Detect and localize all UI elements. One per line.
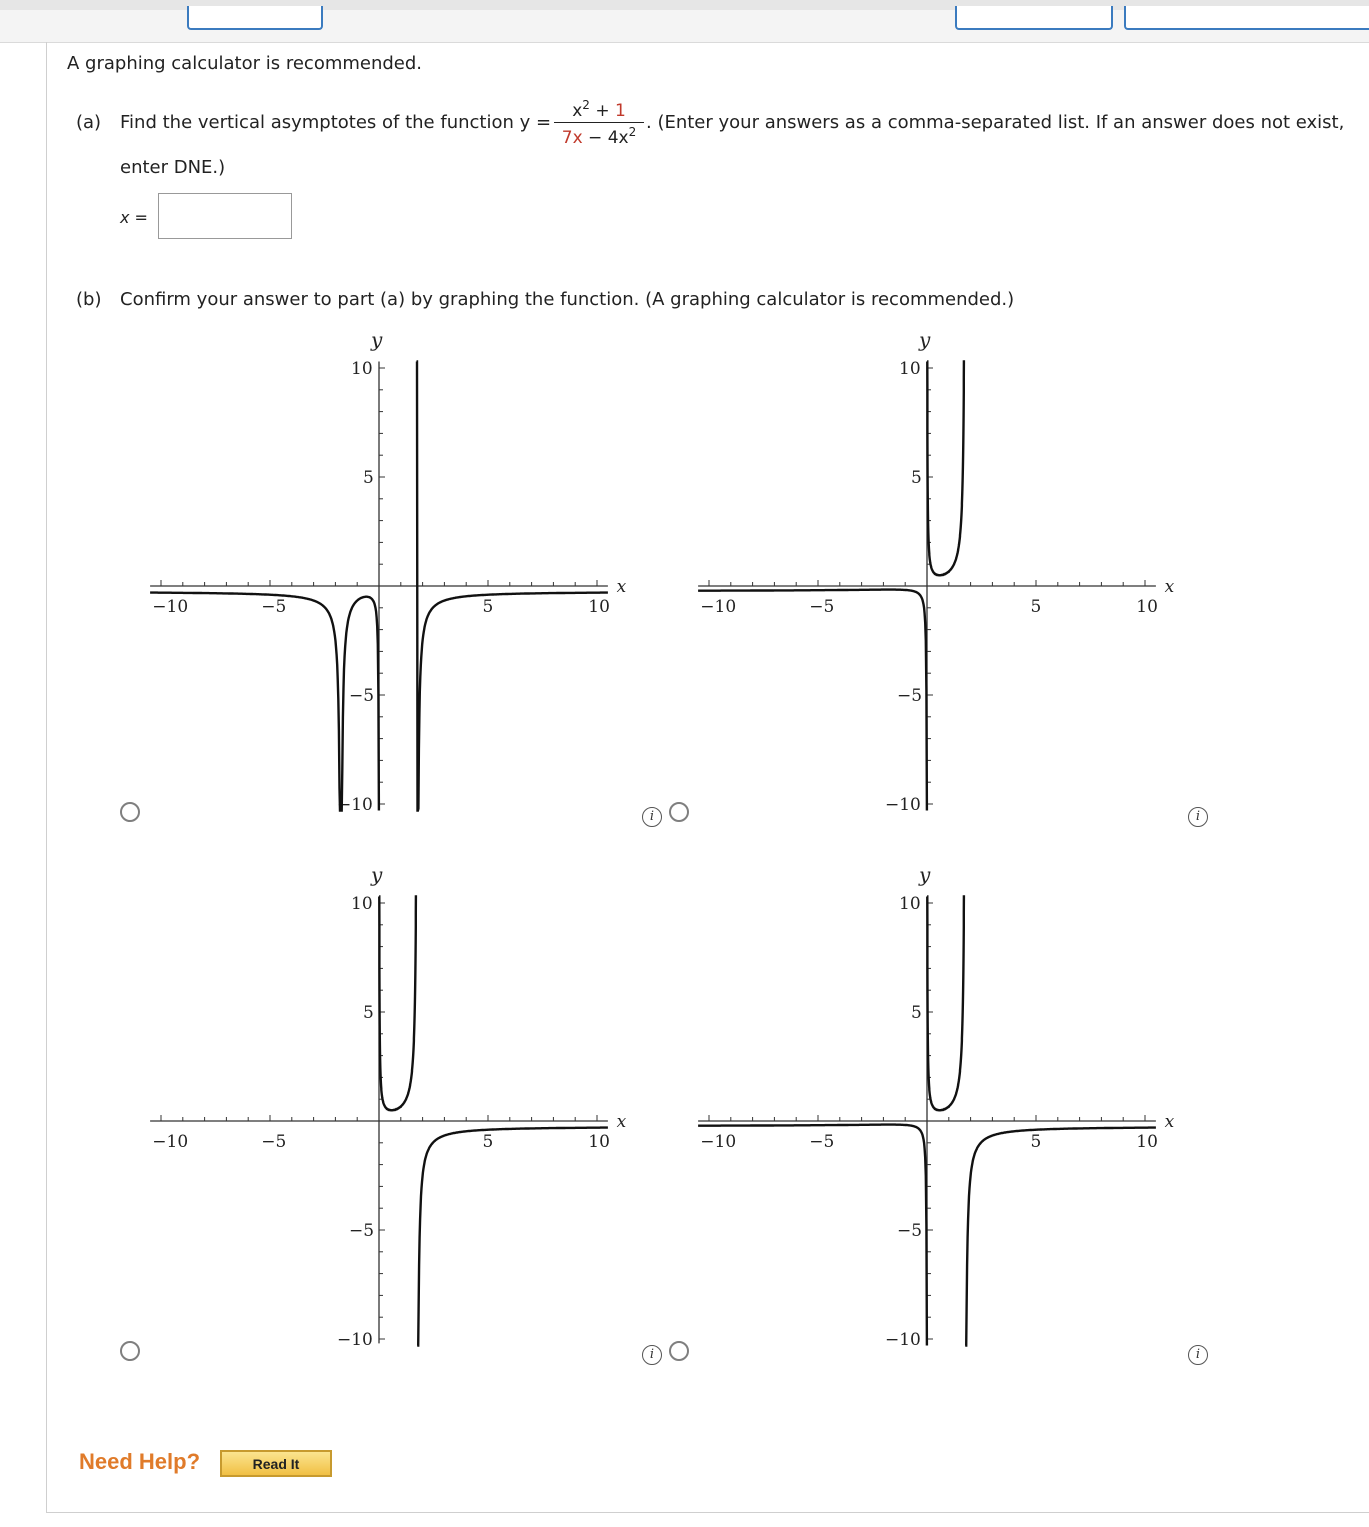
graph-2-ytick-label-10: 10 (899, 359, 921, 379)
graph-3-xtick-label-neg5: −5 (261, 1132, 287, 1152)
graph-3-curve-branch-2 (417, 1128, 608, 1346)
graph-1-xtick-label-5: 5 (482, 597, 494, 617)
graph-3-xtick-label-neg10: −10 (152, 1132, 189, 1152)
graph-4-curve-branch-2 (927, 897, 965, 1111)
graph-4-curve-branch-1 (698, 1125, 927, 1346)
graph-4-xtick-label-neg10: −10 (700, 1132, 737, 1152)
graph-2-xtick-label-10: 10 (1136, 597, 1158, 617)
graph-3-xtick-label-5: 5 (482, 1132, 494, 1152)
graph-3-xtick-label-10: 10 (588, 1132, 610, 1152)
graph-4-xtick-label-10: 10 (1136, 1132, 1158, 1152)
graph-1-xtick-label-10: 10 (588, 597, 610, 617)
denominator-exponent: 2 (628, 125, 637, 139)
option-3-radio[interactable] (120, 1341, 140, 1361)
graph-1-xtick-label-neg5: −5 (261, 597, 287, 617)
graph-3-y-axis-label: y (371, 862, 383, 887)
graph-2-y-axis-label: y (919, 327, 931, 352)
part-a-text: Find the vertical asymptotes of the function y = (120, 112, 552, 133)
graph-4-curve-branch-3 (965, 1128, 1156, 1346)
graph-3-curve-branch-1 (379, 897, 417, 1111)
part-a-instructions-line2: enter DNE.) (120, 157, 226, 178)
graph-4-ytick-label-neg5: −5 (897, 1221, 923, 1241)
option-1-radio[interactable] (120, 802, 140, 822)
option-2-info-icon[interactable]: i (1188, 807, 1208, 827)
graph-2-x-axis-label: x (1164, 577, 1175, 597)
option-1-info-icon[interactable]: i (642, 807, 662, 827)
graph-4-x-axis-label: x (1164, 1112, 1175, 1132)
graph-1-curve-branch-1 (150, 593, 379, 811)
part-a-instructions: . (Enter your answers as a comma-separated list. If an answer does not exist, (646, 112, 1345, 133)
denominator-term-1: 7x (561, 128, 583, 148)
graph-4-y-axis-label: y (919, 862, 931, 887)
graph-3-ytick-label-10: 10 (351, 894, 373, 914)
option-2-radio[interactable] (669, 802, 689, 822)
option-3-info-icon[interactable]: i (642, 1345, 662, 1365)
graph-2-ytick-label-5: 5 (911, 468, 922, 488)
numerator-plus: + (595, 101, 615, 121)
graph-1-xtick-label-neg10: −10 (152, 597, 189, 617)
numerator-exponent: 2 (582, 98, 590, 112)
graph-1-ytick-label-5: 5 (363, 468, 374, 488)
part-b-text: Confirm your answer to part (a) by graphing the function. (A graphing calculator is recommended.) (120, 289, 1015, 310)
graph-2-ytick-label-neg5: −5 (897, 686, 923, 706)
graph-4-ytick-label-5: 5 (911, 1003, 922, 1023)
graph-2-curve-branch-2 (927, 362, 965, 576)
option-4-info-icon[interactable]: i (1188, 1345, 1208, 1365)
part-b-label: (b) (76, 289, 102, 310)
graph-3-ytick-label-neg5: −5 (349, 1221, 375, 1241)
option-4-radio[interactable] (669, 1341, 689, 1361)
graph-1-y-axis-label: y (371, 327, 383, 352)
graph-2-xtick-label-neg5: −5 (809, 597, 835, 617)
numerator-constant: 1 (614, 101, 626, 121)
graph-3-x-axis-label: x (616, 1112, 627, 1132)
graph-1-x-axis-label: x (616, 577, 627, 597)
intro-text: A graphing calculator is recommended. (67, 53, 423, 74)
graph-2-xtick-label-5: 5 (1030, 597, 1042, 617)
graph-3-ytick-label-5: 5 (363, 1003, 374, 1023)
graph-1-ytick-label-neg10: −10 (337, 795, 373, 815)
graph-4-ytick-label-10: 10 (899, 894, 921, 914)
graph-2-xtick-label-neg10: −10 (700, 597, 737, 617)
read-it-button[interactable]: Read It (220, 1450, 332, 1477)
answer-label: x = (120, 208, 148, 227)
graph-4-ytick-label-neg10: −10 (885, 1330, 921, 1350)
graph-1-ytick-label-10: 10 (351, 359, 373, 379)
graph-3-ytick-label-neg10: −10 (337, 1330, 373, 1350)
graph-1-ytick-label-neg5: −5 (349, 686, 375, 706)
graph-4-xtick-label-5: 5 (1030, 1132, 1042, 1152)
graph-2-curve-branch-1 (698, 590, 927, 811)
need-help-label: Need Help? (79, 1449, 201, 1474)
part-a-label: (a) (76, 112, 102, 133)
graph-2-ytick-label-neg10: −10 (885, 795, 921, 815)
graph-4-xtick-label-neg5: −5 (809, 1132, 835, 1152)
denominator-term-2: − 4x (582, 128, 629, 148)
numerator-var: x (572, 101, 583, 121)
